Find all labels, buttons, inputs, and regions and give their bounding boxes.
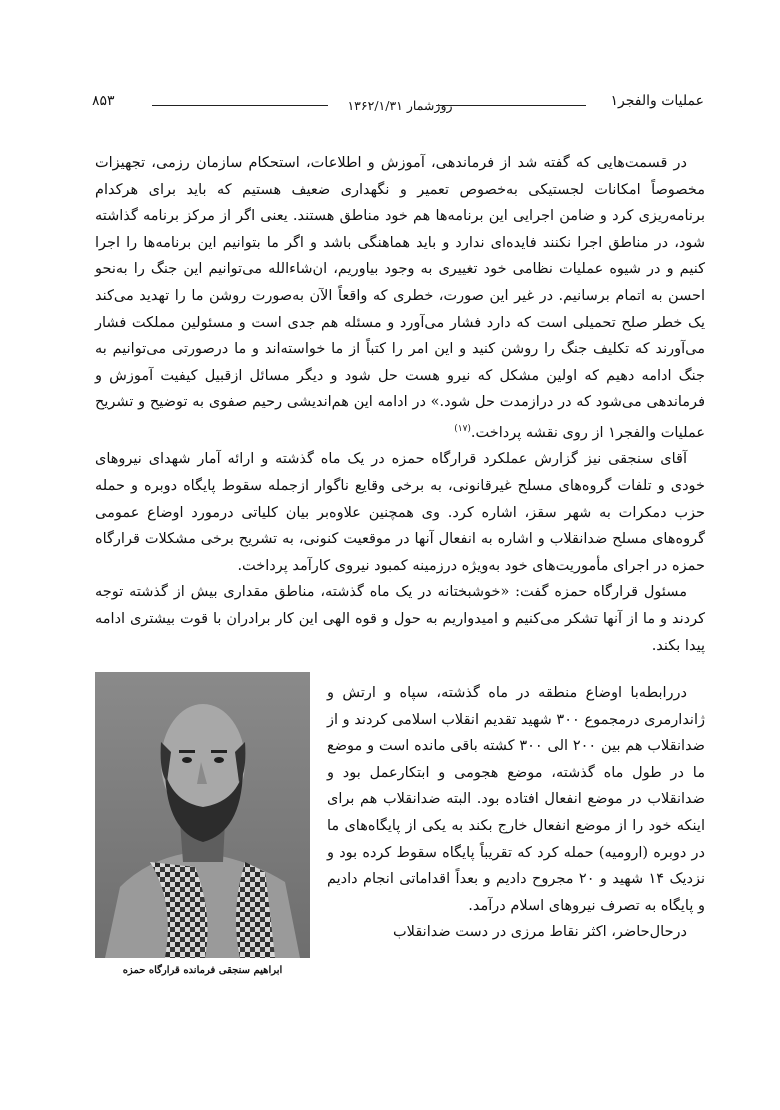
paragraph: آقای سنجقی نیز گزارش عملکرد قرارگاه حمزه در یک ماه گذشته و ارائه آمار شهدای نیروهای خودی و تلفات گروه‌های مسلح غیرقانونی، به برخی وقایع ناگوار ازجمله سقوط پایگاه دوبره و حمله حزب دمکرات به شهر سقز، اشاره کرد. وی همچنین علاوه‌بر بیان کلیاتی درمورد اوضاع عمومی گروه‌های مسلح ضدانقلاب و اشاره به انفعال آنها در موقعیت کنونی، به تشریح برخی مشکلات قرارگاه حمزه در اجرای مأموریت‌های خود به‌ویژه درزمینه کمبود نیروی کارآمد پرداخت. — [95, 451, 705, 574]
paragraph: دررابطه‌با اوضاع منطقه در ماه گذشته، سپاه و ارتش و ژاندارمری درمجموع ۳۰۰ شهید تقدیم انقلاب اسلامی کردند و از ضدانقلاب هم بین ۲۰۰ الی ۳۰۰ کشته باقی مانده است و موضع ما در طول ماه گذشته، موضع هجومی و ابتکارعمل بود و ضدانقلاب در موضع انفعال افتاده بود. البته ضدانقلاب هم برای اینکه خود را از موضع انفعال خارج بکند به یکی از پایگاه‌های ما در دوبره (ارومیه) حمله کرد که تقریباً پایگاه سقوط کرده بود و نزدیک ۱۴ شهید و ۲۰ مجروح دادیم و بعداً اقداماتی انجام دادیم و پایگاه به تصرف نیروهای اسلام درآمد. — [327, 685, 705, 914]
diary-date-label: روزشمار ۱۳۶۲/۱/۳۱ — [347, 98, 453, 113]
portrait-photo — [95, 672, 310, 958]
running-header — [92, 93, 704, 123]
photo-caption: ابراهیم سنجقی فرمانده قرارگاه حمزه — [122, 965, 283, 976]
header-rule-left — [152, 105, 328, 106]
paragraph: در قسمت‌هایی که گفته شد از فرماندهی، آموزش و اطلاعات، استحکام سازمان رزمی، تجهیزات مخصوصاً امکانات لجستیکی به‌خصوص تعمیر و نگهداری ضعیف هستیم که باید برای هرکدام برنامه‌ریزی کرد و ضامن اجرایی این برنامه‌ها هم خود مناطق هستند. یعنی اگر از مرکز برنامه گذاشته شود، در مناطق اجرا نکنند فایده‌ای ندارد و باید هماهنگی باشد و اگر ما بتوانیم این برنامه‌ها را اجرا کنیم و در شیوه عملیات نظامی خود تغییری به وجود بیاوریم، ان‌شاءالله می‌توانیم این جنگ را به‌نحو احسن به اتمام برسانیم. در غیر این صورت، خطری که واقعاً الآن به‌صورت روشن ما را تهدید می‌کند یک خطر صلح تحمیلی است که دارد فشار می‌آورد و مسئله هم جدی است و مسئولین مملکت فشار می‌آورند که تکلیف جنگ را روشن کنید و این امر را کتباً از ما خواسته‌اند و ما درصورتی می‌توانیم به جنگ ادامه دهیم که اولین مشکل که نیرو هست حل شود و دیگر مسائل ازقبیل کیفیت آموزش و فرماندهی می‌شود که در درازمدت حل شود.» در ادامه این هم‌اندیشی رحیم صفوی به توضیح و تشریح عملیات والفجر۱ از روی نقشه پرداخت.$^{(۱۷)}$ — [95, 155, 705, 441]
main-text — [95, 150, 705, 659]
page-number: ۸۵۳ — [92, 93, 115, 109]
portrait-image — [95, 672, 310, 958]
column-text — [327, 680, 705, 946]
paragraph: درحال‌حاضر، اکثر نقاط مرزی در دست ضدانقلاب — [393, 924, 687, 941]
footnote-ref: (۱۷) — [454, 423, 471, 434]
paragraph: مسئول قرارگاه حمزه گفت: «خوشبختانه در یک ماه گذشته، مناطق مقداری بیش از گذشته توجه کردند و ما از آنها تشکر می‌کنیم و امیدواریم به حول و قوه الهی این کار برادران با قوت بیشتری ادامه پیدا بکند. — [95, 584, 705, 654]
chapter-title: عملیات والفجر۱ — [610, 93, 704, 109]
